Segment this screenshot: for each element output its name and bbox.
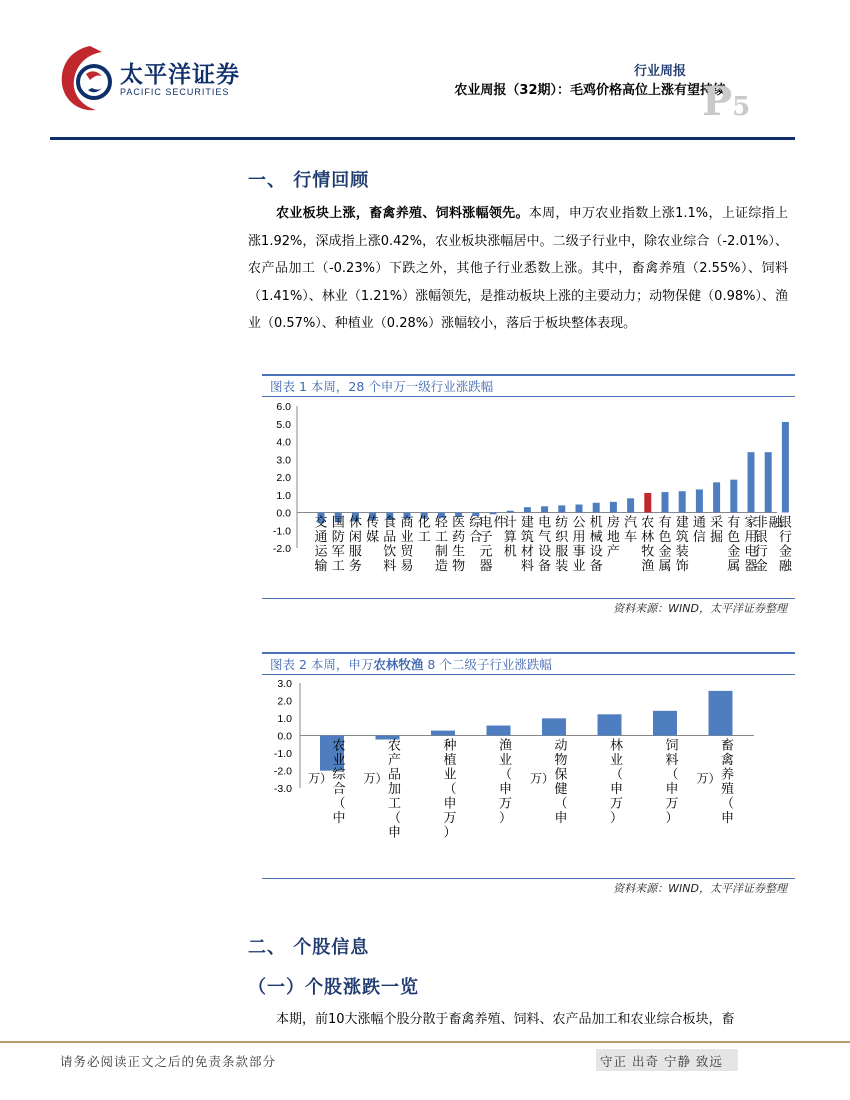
report-title: 农业周报（32期）：毛鸡价格高位上涨有望持续 bbox=[454, 83, 726, 98]
y-tick-label: 5.0 bbox=[276, 418, 291, 431]
y-tick-label: 3.0 bbox=[276, 454, 291, 467]
figure-2-title-suffix: 8 个二级子行业涨跌幅 bbox=[423, 657, 552, 672]
bar-5 bbox=[598, 714, 622, 735]
logo-chinese-name: 太平洋证券 bbox=[120, 62, 240, 88]
figure-1-bottom-rule bbox=[262, 598, 795, 599]
y-tick-label: -1.0 bbox=[272, 525, 291, 538]
figure-2-bottom-rule bbox=[262, 878, 795, 879]
x-category-label: 畜禽养殖（申 bbox=[720, 738, 735, 826]
bar-13 bbox=[541, 506, 548, 512]
bar-21 bbox=[679, 491, 686, 512]
footer-disclaimer: 请务必阅读正文之后的免责条款部分 bbox=[60, 1054, 277, 1069]
figure-2-top-rule bbox=[262, 652, 795, 654]
figure-1-source: 资料来源：WIND，太平洋证券整理 bbox=[613, 602, 787, 615]
page-header bbox=[0, 0, 850, 140]
figure-2-title bbox=[270, 655, 552, 673]
x-category-label: 种植业（申万） bbox=[443, 738, 457, 841]
bar-12 bbox=[524, 507, 531, 512]
y-tick-label: -2.0 bbox=[273, 765, 292, 778]
subsection-title-stock-moves: （一）个股涨跌一览 bbox=[248, 977, 419, 998]
x-category-label: 林业（申万） bbox=[609, 738, 624, 826]
bar-16 bbox=[593, 503, 600, 513]
x-category-label: 动物保健（申 bbox=[554, 738, 568, 826]
x-category-label-wrap: 万） bbox=[696, 771, 721, 786]
x-category-label: 传媒 bbox=[366, 515, 380, 545]
x-category-label: 食品饮料 bbox=[383, 515, 397, 574]
market-review-paragraph bbox=[248, 200, 788, 338]
x-category-label: 件 bbox=[493, 515, 507, 531]
bar-23 bbox=[713, 482, 720, 512]
x-category-label: 非银行金 bbox=[754, 515, 768, 574]
paragraph-body: 本周，申万农业指数上涨1.1%，上证综指上涨1.92%，深成指上涨0.42%，农业板块涨幅居中。二级子行业中，除农业综合（-2.01%）、农产品加工（-0.23%）下跌之外，其他子行业悉数上涨。其中，畜禽养殖（2.55%）、饲料（1.41%）、林业（1.21%）涨幅领先，是推动板块上涨的主要动力；动物保健（0.98%）、渔业（0.57%）、种植业（0.28%）涨幅较小，落后于板块整体表现。 bbox=[248, 206, 788, 331]
x-category-label: 采掘 bbox=[710, 515, 724, 545]
bar-19 bbox=[644, 493, 651, 513]
figure-2-source: 资料来源：WIND，太平洋证券整理 bbox=[613, 882, 787, 895]
x-category-label: 家用电器 bbox=[744, 515, 758, 574]
industry-bar-chart bbox=[262, 398, 795, 598]
y-tick-label: -1.0 bbox=[273, 748, 292, 760]
x-category-label: 交通运输 bbox=[314, 515, 328, 574]
paragraph-lead: 农业板块上涨，畜禽养殖、饲料涨幅领先。 bbox=[276, 206, 529, 221]
bar-22 bbox=[696, 489, 703, 512]
bar-26 bbox=[765, 452, 772, 512]
bar-27 bbox=[782, 422, 789, 513]
x-category-label: 计算机 bbox=[503, 515, 517, 560]
y-tick-label: 2.0 bbox=[277, 695, 292, 708]
x-category-label: 电子元器 bbox=[479, 515, 493, 574]
y-tick-label: 2.0 bbox=[276, 472, 291, 484]
y-tick-label: 0.0 bbox=[277, 730, 292, 743]
x-category-label: 电气设备 bbox=[538, 515, 552, 574]
header-divider bbox=[50, 137, 795, 140]
y-tick-label: 1.0 bbox=[276, 489, 291, 502]
x-category-label: 融 bbox=[768, 515, 782, 531]
x-category-label: 银行金融 bbox=[778, 515, 792, 574]
figure-1-title: 图表 1 本周，28 个申万一级行业涨跌幅 bbox=[270, 379, 494, 394]
y-tick-label: -3.0 bbox=[273, 783, 292, 795]
x-category-label: 公用事业 bbox=[572, 515, 586, 574]
bar-11 bbox=[507, 511, 514, 513]
x-category-label-wrap: 万） bbox=[363, 771, 388, 786]
figure-2-title-prefix: 图表 2 本周，申万 bbox=[270, 657, 374, 672]
x-category-label: 房地产 bbox=[606, 515, 620, 560]
bar-17 bbox=[610, 502, 617, 513]
x-category-label: 通信 bbox=[692, 515, 706, 545]
figure-1-top-rule bbox=[262, 374, 795, 376]
y-tick-label: 3.0 bbox=[277, 678, 292, 690]
bar-2 bbox=[431, 731, 455, 736]
x-category-label: 建筑装饰 bbox=[675, 515, 689, 574]
bar-15 bbox=[576, 505, 583, 513]
x-category-label: 建筑材料 bbox=[520, 515, 534, 574]
bar-14 bbox=[558, 505, 565, 512]
bar-3 bbox=[487, 726, 511, 736]
stock-moves-paragraph: 本期，前10大涨幅个股分散于畜禽养殖、饲料、农产品加工和农业综合板块，畜 bbox=[276, 1012, 735, 1027]
bar-24 bbox=[730, 480, 737, 513]
x-category-label: 汽车 bbox=[624, 515, 638, 545]
x-category-label: 农产品加工（申 bbox=[387, 738, 402, 841]
x-category-label: 轻工制造 bbox=[434, 515, 448, 574]
x-category-label: 机械设备 bbox=[589, 515, 603, 574]
x-category-label: 渔业（申万） bbox=[498, 738, 513, 826]
x-category-label: 有色金属 bbox=[658, 515, 672, 574]
x-category-label: 商业贸易 bbox=[400, 515, 414, 574]
x-category-label: 休闲服务 bbox=[348, 515, 362, 574]
x-category-label: 化工 bbox=[417, 515, 431, 545]
bar-7 bbox=[709, 691, 733, 736]
bar-4 bbox=[542, 718, 566, 735]
figure-2-title-rule bbox=[262, 674, 795, 675]
figure-2-title-bold: 农林牧渔 bbox=[373, 657, 424, 672]
bar-6 bbox=[653, 711, 677, 736]
company-logo bbox=[60, 44, 260, 114]
x-category-label: 农业综合（中 bbox=[332, 738, 346, 826]
subsector-bar-chart bbox=[262, 676, 795, 876]
y-tick-label: 0.0 bbox=[276, 507, 291, 520]
footer-divider bbox=[0, 1041, 850, 1043]
bar-20 bbox=[662, 492, 669, 512]
x-category-label: 医药生物 bbox=[452, 515, 466, 574]
bar-25 bbox=[748, 452, 755, 512]
footer-motto: 守正 出奇 宁静 致远 bbox=[596, 1049, 738, 1071]
x-category-label: 饲料（申万） bbox=[665, 738, 679, 826]
logo-english-name: PACIFIC SECURITIES bbox=[120, 87, 230, 97]
x-category-label: 有色金属 bbox=[727, 515, 741, 574]
section-title-market-review: 一、 行情回顾 bbox=[248, 170, 370, 191]
page-number-value: 5 bbox=[732, 92, 751, 122]
x-category-label: 综合 bbox=[469, 515, 483, 545]
report-type: 行业周报 bbox=[633, 64, 686, 79]
y-tick-label: 1.0 bbox=[277, 713, 292, 725]
y-tick-label: 6.0 bbox=[276, 401, 291, 413]
y-tick-label: -2.0 bbox=[272, 543, 291, 555]
x-category-label: 纺织服装 bbox=[555, 515, 569, 574]
x-category-label-wrap: 万） bbox=[307, 771, 333, 786]
page-prefix: P bbox=[702, 78, 733, 125]
figure-1-title-rule bbox=[262, 396, 795, 397]
bar-10 bbox=[490, 513, 497, 515]
y-tick-label: 4.0 bbox=[276, 436, 291, 449]
x-category-label-wrap: 万） bbox=[529, 771, 555, 786]
logo-mark-icon bbox=[60, 44, 116, 114]
x-category-label: 农林牧渔 bbox=[641, 515, 655, 574]
page-number bbox=[702, 78, 750, 125]
section-title-stock-info: 二、 个股信息 bbox=[248, 937, 370, 958]
x-category-label: 国防军工 bbox=[331, 515, 345, 574]
bar-18 bbox=[627, 498, 634, 512]
